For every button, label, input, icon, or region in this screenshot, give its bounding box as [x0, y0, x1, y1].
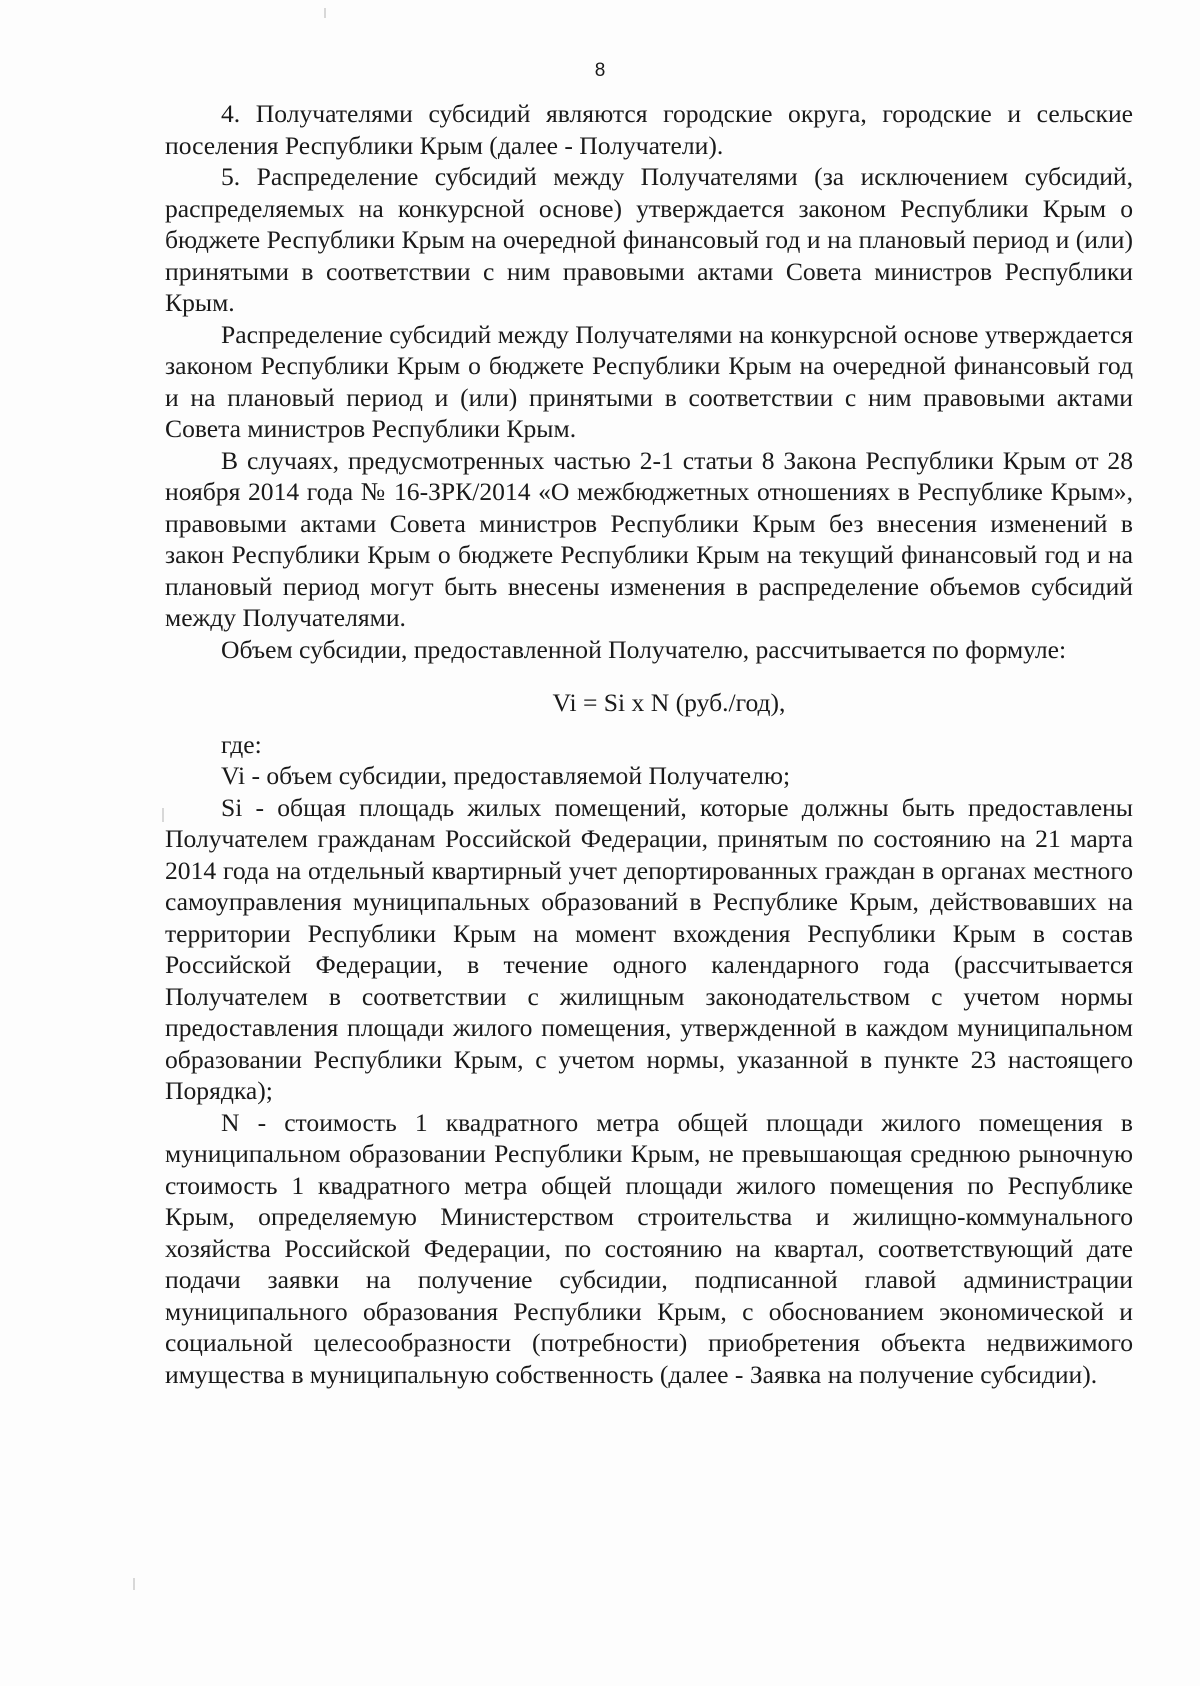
definition-si: Si - общая площадь жилых помещений, которые должны быть предоставлены Получателем гражданам Российской Федерации, принятым по состоянию на 21 марта 2014 года на отдельный квартирный учет депортированных граждан в органах местного самоуправления муниципальных образований в Республике Крым, действовавших на территории Республики Крым на момент вхождения Республики Крым в состав Российской Федерации, в течение одного календарного года (рассчитывается Получателем в соответствии с жилищным законодательством с учетом нормы предоставления площади жилого помещения, утвержденной в каждом муниципальном образовании Республики Крым, с учетом нормы, указанной в пункте 23 настоящего Порядка); [165, 792, 1133, 1105]
formula: Vi = Si x N (руб./год), [552, 688, 786, 717]
paragraph-distribution: 5. Распределение субсидий между Получателями (за исключением субсидий, распределяемых на конкурсной основе) утверждается законом Республики Крым о бюджете Республики Крым на очередной финансовый год и на плановый период и (или) принятыми в соответствии с ним правовыми актами Совета министров Республики Крым. [165, 162, 1133, 317]
definition-vi: Vi - объем субсидии, предоставляемой Получателю; [221, 761, 791, 790]
document-body [165, 98, 1133, 1390]
definition-n: N - стоимость 1 квадратного метра общей площади жилого помещения в муниципальном образовании Республики Крым, не превышающая среднюю рыночную стоимость 1 квадратного метра общей площади жилого помещения по Республике Крым, определяемую Министерством строительства и жилищно-коммунального хозяйства Российской Федерации, по состоянию на квартал, соответствующий дате подачи заявки на получение субсидии, подписанной главой администрации муниципального образования Республики Крым, с обоснованием экономической и социальной целесообразности (потребности) приобретения объекта недвижимого имущества в муниципальную собственность (далее - Заявка на получение субсидии). [165, 1107, 1133, 1389]
paragraph-competitive-distribution: Распределение субсидий между Получателями на конкурсной основе утверждается законом Республики Крым о бюджете Республики Крым на очередной финансовый год и на плановый период и (или) принятыми в соответствии с ним правовыми актами Совета министров Республики Крым. [165, 319, 1133, 443]
definition-where: где: [221, 729, 262, 759]
scan-edge-mark-left [162, 808, 164, 822]
paragraph-recipients: 4. Получателями субсидий являются городские округа, городские и сельские поселения Республики Крым (далее - Получатели). [165, 99, 1133, 160]
paragraph-formula-intro: Объем субсидии, предоставленной Получателю, рассчитывается по формуле: [221, 634, 1067, 664]
page-number: 8 [594, 60, 606, 81]
paragraph-changes: В случаях, предусмотренных частью 2-1 статьи 8 Закона Республики Крым от 28 ноября 2014 года № 16-ЗРК/2014 «О межбюджетных отношениях в Республике Крым», правовыми актами Совета министров Республики Крым без внесения изменений в закон Республики Крым о бюджете Республики Крым на текущий финансовый год и на плановый период могут быть внесены изменения в распределение объемов субсидий между Получателями. [165, 445, 1133, 632]
scan-edge-mark-top [324, 8, 326, 18]
scan-edge-mark-bottom [133, 1578, 135, 1590]
